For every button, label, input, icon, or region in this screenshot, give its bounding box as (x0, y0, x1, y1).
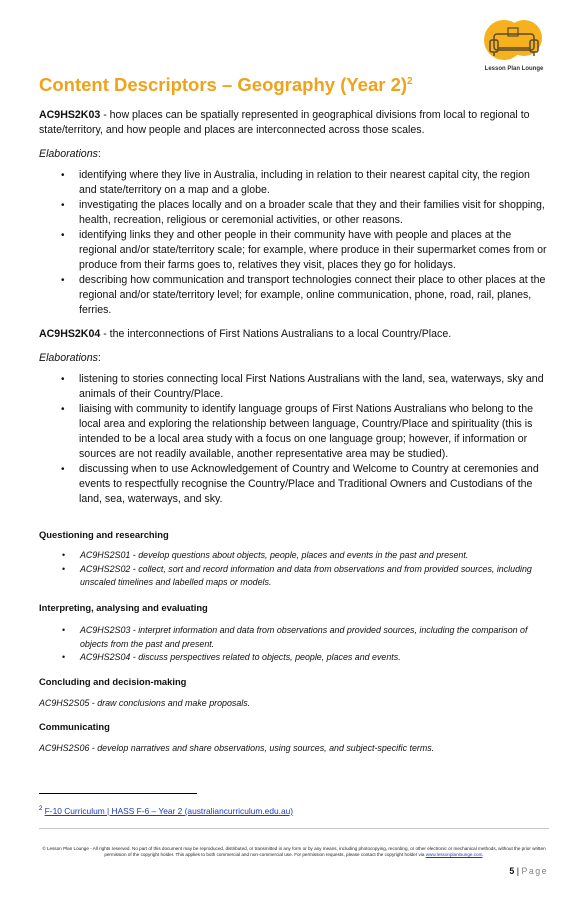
footer-divider (39, 828, 549, 829)
copyright-notice: © Lesson Plan Lounge - All rights reserved. No part of this document may be reproduced, distributed, or transmitted in any form or by any means, including photocopying, recording, or other electronic or mechanical methods, without the prior written permission of the copyright holder. This applies to both commercial and non-commercial use. For permission requests, please contact the copyright holder via www.lessonplanlounge.com. (42, 846, 546, 857)
list-item: • AC9HS2S03 - interpret information and data from observations and provided sources, including the comparison of objects from the past and present. (80, 624, 540, 651)
copyright-text: © Lesson Plan Lounge - All rights reserved. No part of this document may be reproduced, distributed, or transmitted in any form or by any means, including photocopying, recording, or other electronic or mechanical methods, without the prior written permission of the copyright holder. This applies to both commercial and non-commercial use. For permission requests, please contact the copyright holder via (42, 846, 546, 857)
interpreting-list (80, 624, 540, 665)
footnote-ref[interactable]: 2 (407, 75, 413, 87)
elaborations-label: Elaborations: (39, 352, 101, 364)
questioning-list (80, 549, 540, 590)
section-heading-concluding: Concluding and decision-making (39, 676, 187, 687)
page-title (39, 74, 413, 96)
communicating-line: AC9HS2S06 - develop narratives and share observations, using sources, and subject-specific terms. (39, 743, 435, 753)
descriptor-text: - how places can be spatially represented in geographical divisions from local to regional to state/territory, and how people and places are interconnected across those scales. (39, 109, 530, 136)
list-item: • identifying links they and other people in their community have with people and places at the regional and/or state/territory scale; for example, where produce in their supermarket comes from or produce from their farms goes to, relatives they visit, places they go for holidays. (79, 228, 549, 273)
list-item: • AC9HS2S04 - discuss perspectives related to objects, people, places and events. (80, 651, 540, 665)
title-text: Content Descriptors – Geography (Year 2) (39, 74, 408, 95)
descriptor-text: - the interconnections of First Nations Australians to a local Country/Place. (100, 328, 452, 340)
descriptor-code: AC9HS2K03 (39, 109, 101, 121)
elaborations-list-k03 (39, 168, 549, 318)
list-item: • investigating the places locally and on a broader scale that they and their families visit for shopping, health, recreation, religious or ceremonial activities, or other reasons. (79, 198, 549, 228)
list-item: • liaising with community to identify language groups of First Nations Australians who belong to the local area and exploring the relationship between language, Country/Place and spirituality (this is intended to be a local area study with a focus on one language group; however, if information or sources are not readily available, another representative area may be studied). (79, 402, 549, 462)
concluding-line: AC9HS2S05 - draw conclusions and make proposals. (39, 698, 251, 708)
footnote (39, 806, 293, 816)
descriptor-k04 (39, 327, 549, 342)
footnote-link[interactable]: F-10 Curriculum | HASS F-6 – Year 2 (australiancurriculum.edu.au) (44, 806, 294, 816)
list-item: • AC9HS2S02 - collect, sort and record information and data from observations and from provided sources, including unscaled timelines and labelled maps or models. (80, 563, 540, 590)
page-number: 5 | Page (509, 866, 548, 876)
descriptor-code: AC9HS2K04 (39, 328, 101, 340)
elaborations-label: Elaborations: (39, 148, 101, 160)
lesson-plan-lounge-logo (480, 18, 548, 68)
section-heading-communicating: Communicating (39, 721, 110, 732)
list-item: • describing how communication and transport technologies connect their place to other places at the regional and/or state/territory level; for example, online communication, phone, road, rail, planes, ferries. (79, 273, 549, 318)
footnote-divider (39, 793, 197, 794)
list-item: • AC9HS2S01 - develop questions about objects, people, places and events in the past and present. (80, 549, 540, 563)
descriptor-k03 (39, 108, 549, 138)
section-heading-interpreting: Interpreting, analysing and evaluating (39, 602, 208, 613)
footnote-number: 2 (39, 806, 43, 813)
website-link[interactable]: www.lessonplanlounge.com (425, 852, 483, 857)
list-item: • listening to stories connecting local First Nations Australians with the land, sea, waterways, sky and animals of their Country/Place. (79, 372, 549, 402)
content-body (39, 108, 549, 515)
section-heading-questioning: Questioning and researching (39, 529, 169, 540)
list-item: • identifying where they live in Australia, including in relation to their nearest capital city, the region and state/territory on a map and a globe. (79, 168, 549, 198)
elaborations-list-k04 (39, 372, 549, 507)
list-item: • discussing when to use Acknowledgement of Country and Welcome to Country at ceremonies and events to respectfully recognise the Country/Place and Traditional Owners and Custodians of the land, sea, waterways, and sky. (79, 462, 549, 507)
logo-caption: Lesson Plan Lounge (484, 66, 544, 72)
